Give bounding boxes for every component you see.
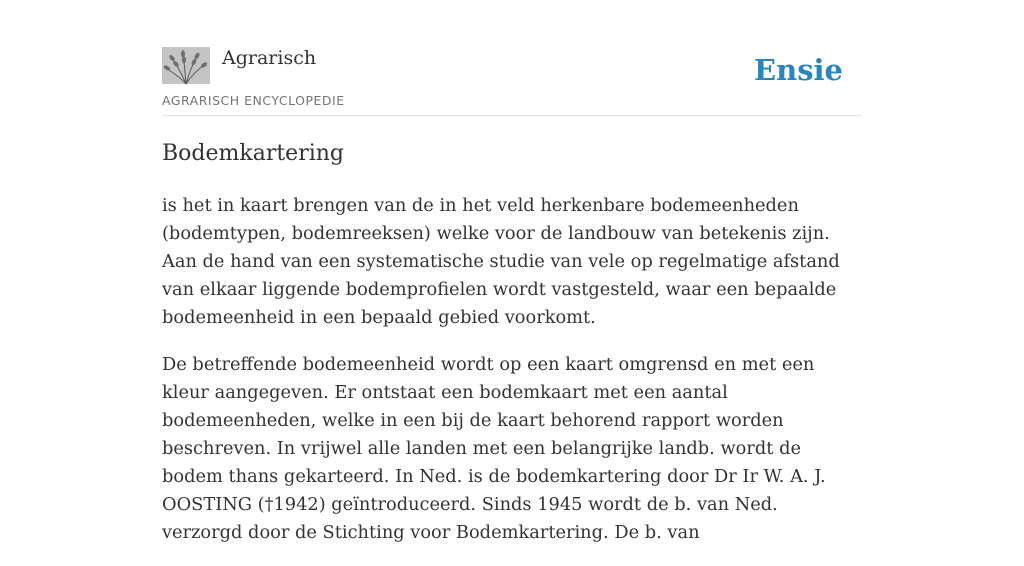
site-header <box>162 46 862 116</box>
wheat-icon[interactable] <box>162 47 210 84</box>
article-paragraph: De betreffende bodemeenheid wordt op een kaart omgrensd en met een kleur aangegeven. Er ontstaat een bodemkaart met een aantal bodemeenheden, welke in een bij de kaart behorend rapport worden beschreven. In vrijwel alle landen met een belangrijke landb. wordt de bodem thans gekarteerd. In Ned. is de bodemkartering door Dr Ir W. A. J. OOSTING (†1942) geïntroduceerd. Sinds 1945 wordt de b. van Ned. verzorgd door de Stichting voor Bodemkartering. De b. van <box>162 354 826 543</box>
publication-caption: AGRARISCH ENCYCLOPEDIE <box>162 93 345 108</box>
article <box>162 140 862 566</box>
brand-logo[interactable]: Ensie <box>754 53 843 87</box>
article-paragraph: is het in kaart brengen van de in het veld herkenbare bodemeenheden (bodemtypen, bodemreeksen) welke voor de landbouw van betekenis zijn. Aan de hand van een systematische studie van vele op regelmatige afstand van elkaar liggende bodemprofielen wordt vastgesteld, waar een bepaalde bodemeenheid in een bepaald gebied voorkomt. <box>162 195 840 328</box>
publication-name[interactable]: Agrarisch <box>222 47 317 69</box>
article-title: Bodemkartering <box>162 141 345 166</box>
